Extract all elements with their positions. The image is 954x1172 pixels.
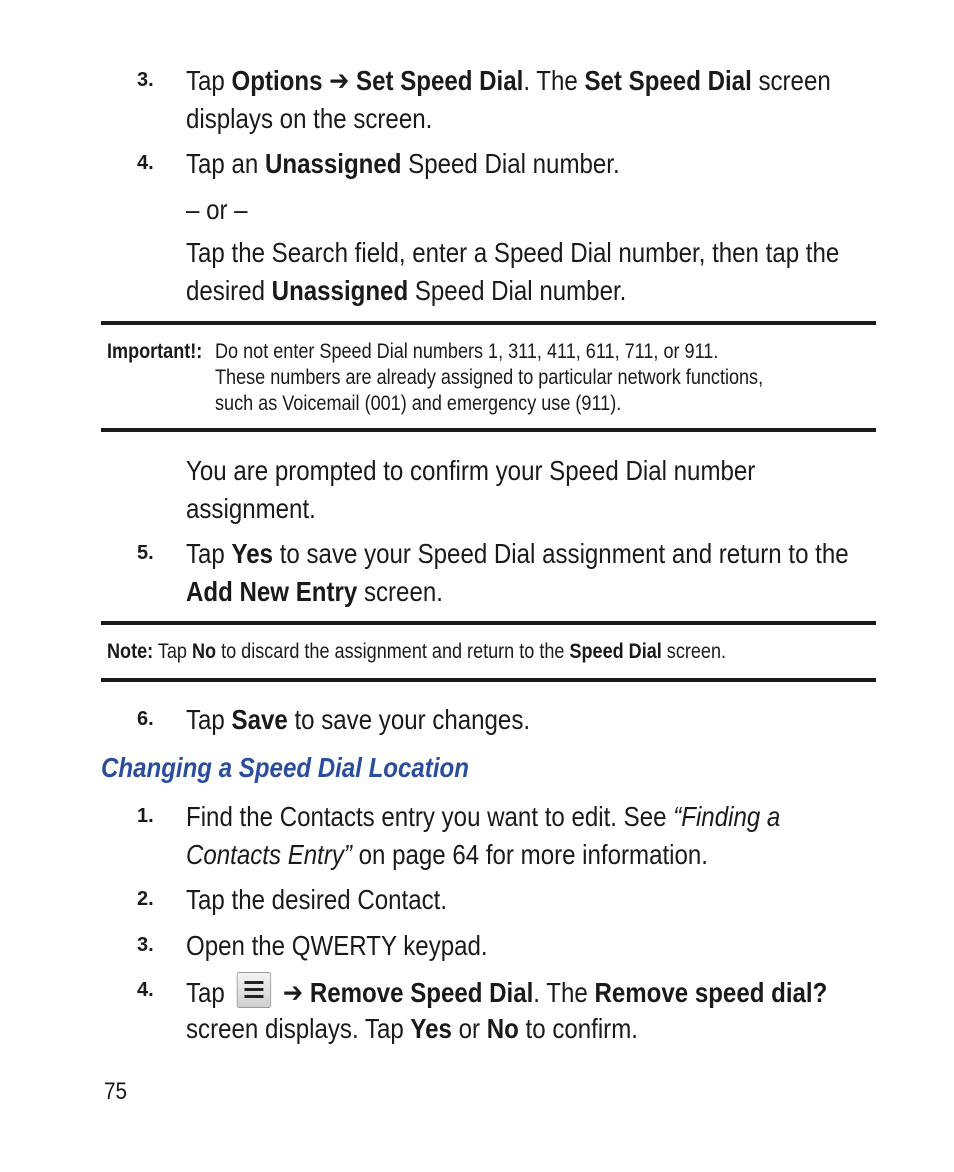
alternative-text-continued: desired Unassigned Speed Dial number. xyxy=(186,275,627,306)
menu-list-icon[interactable] xyxy=(237,972,271,1008)
step-number: 3. xyxy=(137,934,154,956)
important-line-1: Do not enter Speed Dial numbers 1, 311, 411, 611, 711, or 911. xyxy=(215,340,719,363)
note-text: Note: Tap No to discard the assignment and return to the Speed Dial screen. xyxy=(107,640,727,663)
section-heading: Changing a Speed Dial Location xyxy=(101,752,469,783)
note-bottom-rule xyxy=(101,678,876,682)
important-line-2: These numbers are already assigned to particular network functions, xyxy=(215,366,764,389)
step-text-continued: screen displays. Tap Yes or No to confirm. xyxy=(186,1013,638,1044)
step-text-continued: displays on the screen. xyxy=(186,103,433,134)
step-text: Open the QWERTY keypad. xyxy=(186,930,488,961)
step-number: 4. xyxy=(137,979,154,1001)
step-text: Find the Contacts entry you want to edit. See “Finding a xyxy=(186,801,781,832)
step-text: Tap the desired Contact. xyxy=(186,884,448,915)
step-text-continued: Contacts Entry” on page 64 for more information. xyxy=(186,839,708,870)
page-number: 75 xyxy=(104,1078,127,1105)
step-number: 6. xyxy=(137,708,154,730)
step-number: 5. xyxy=(137,542,154,564)
alternative-text: Tap the Search field, enter a Speed Dial number, then tap the xyxy=(186,237,840,268)
step-text-continued: Add New Entry screen. xyxy=(186,576,443,607)
or-separator: – or – xyxy=(186,194,248,225)
important-bottom-rule xyxy=(101,428,876,432)
prompt-line-1: You are prompted to confirm your Speed Dial number xyxy=(186,455,756,486)
prompt-line-2: assignment. xyxy=(186,493,316,524)
step-text: Tap Save to save your changes. xyxy=(186,704,531,735)
step-number: 2. xyxy=(137,888,154,910)
step-text: Tap Options ➔ Set Speed Dial. The Set Speed Dial screen xyxy=(186,65,831,96)
note-top-rule xyxy=(101,621,876,625)
step-text: Tap Yes to save your Speed Dial assignment and return to the xyxy=(186,538,849,569)
step-number: 3. xyxy=(137,69,154,91)
step-number: 4. xyxy=(137,152,154,174)
step-text: Tap an Unassigned Speed Dial number. xyxy=(186,148,620,179)
important-line-3: such as Voicemail (001) and emergency use (911). xyxy=(215,392,622,415)
step-number: 1. xyxy=(137,805,154,827)
important-top-rule xyxy=(101,321,876,325)
important-label: Important!: xyxy=(107,340,203,363)
step-text: Tap ➔ Remove Speed Dial. The Remove speed dial? xyxy=(186,972,827,1012)
